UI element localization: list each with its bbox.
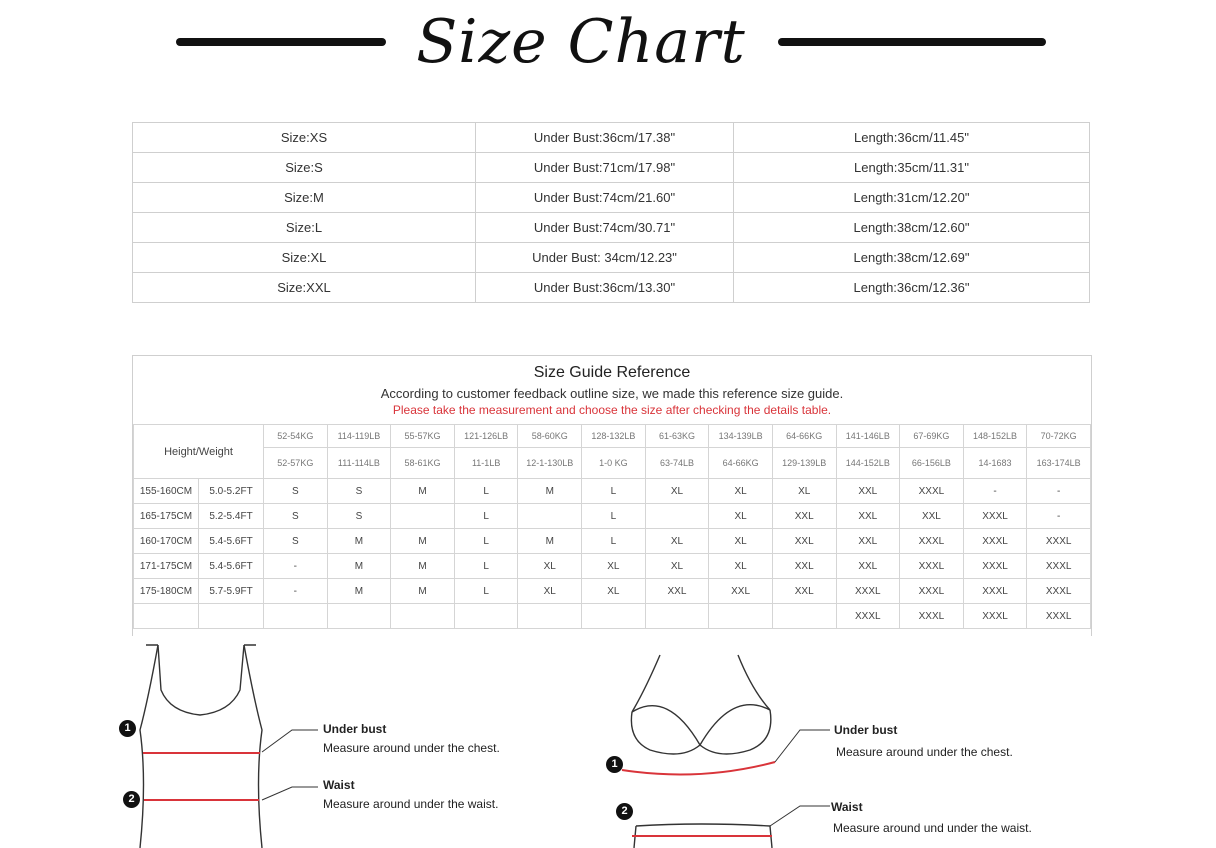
ref-size-cell: XXXL — [963, 604, 1027, 629]
ref-weight-header: 11-1LB — [454, 448, 518, 479]
ref-size-cell: S — [264, 529, 328, 554]
ref-size-cell: XL — [645, 479, 709, 504]
ref-size-cell: XXXL — [1027, 579, 1091, 604]
ref-size-cell: XXL — [836, 479, 900, 504]
under-bust-desc-left: Measure around under the chest. — [323, 741, 500, 755]
ref-weight-header: 129-139LB — [772, 448, 836, 479]
ref-size-cell: XXXL — [836, 604, 900, 629]
ref-size-cell: XL — [709, 479, 773, 504]
ref-size-cell: XXXL — [1027, 554, 1091, 579]
ref-size-cell: XXL — [772, 554, 836, 579]
size-cell: Size:XS — [133, 123, 476, 153]
ref-size-cell: L — [454, 554, 518, 579]
ref-feet-cell: 5.0-5.2FT — [199, 479, 264, 504]
ref-size-cell: XXL — [836, 554, 900, 579]
marker-1-left: 1 — [119, 720, 136, 737]
ref-size-cell: XL — [772, 479, 836, 504]
ref-col-header: 114-119LB — [327, 425, 391, 448]
ref-size-cell: L — [454, 579, 518, 604]
ref-weight-header: 144-152LB — [836, 448, 900, 479]
waist-desc-left: Measure around under the waist. — [323, 797, 499, 811]
ref-size-cell: XL — [518, 554, 582, 579]
under-bust-cell: Under Bust:36cm/13.30" — [476, 273, 734, 303]
under-bust-cell: Under Bust: 34cm/12.23" — [476, 243, 734, 273]
ref-size-cell: L — [454, 479, 518, 504]
ref-size-cell: XL — [518, 579, 582, 604]
ref-size-cell: XXL — [900, 504, 964, 529]
under-bust-cell: Under Bust:74cm/21.60" — [476, 183, 734, 213]
length-cell: Length:38cm/12.60" — [734, 213, 1090, 243]
ref-size-cell: L — [582, 504, 646, 529]
marker-2-right: 2 — [616, 803, 633, 820]
ref-size-cell: M — [518, 479, 582, 504]
ref-feet-cell: 5.2-5.4FT — [199, 504, 264, 529]
ref-size-cell: XXXL — [963, 529, 1027, 554]
ref-col-header: 67-69KG — [900, 425, 964, 448]
size-cell: Size:XXL — [133, 273, 476, 303]
ref-size-cell: S — [327, 504, 391, 529]
under-bust-line-right — [622, 762, 775, 775]
ref-col-header: 141-146LB — [836, 425, 900, 448]
guide-subtitle: According to customer feedback outline size, we made this reference size guide. — [380, 386, 844, 401]
ref-size-cell: XXL — [772, 529, 836, 554]
waist-desc-right: Measure around und under the waist. — [833, 821, 1032, 835]
ref-weight-header: 163-174LB — [1027, 448, 1091, 479]
ref-size-cell: XL — [645, 529, 709, 554]
ref-weight-header: 52-57KG — [264, 448, 328, 479]
size-cell: Size:L — [133, 213, 476, 243]
ref-weight-header: 111-114LB — [327, 448, 391, 479]
marker-1-right: 1 — [606, 756, 623, 773]
length-cell: Length:38cm/12.69" — [734, 243, 1090, 273]
ref-weight-header: 14-1683 — [963, 448, 1027, 479]
ref-weight-header: 1-0 KG — [582, 448, 646, 479]
ref-size-cell: XXL — [836, 529, 900, 554]
guide-title: Size Guide Reference — [533, 364, 691, 381]
ref-weight-header: 66-156LB — [900, 448, 964, 479]
ref-size-cell: XL — [645, 554, 709, 579]
ref-size-cell: XXXL — [900, 554, 964, 579]
ref-height-cell: 160-170CM — [134, 529, 199, 554]
ref-weight-header: 12-1-130LB — [518, 448, 582, 479]
ref-size-cell: S — [264, 504, 328, 529]
under-bust-cell: Under Bust:36cm/17.38" — [476, 123, 734, 153]
size-cell: Size:S — [133, 153, 476, 183]
size-cell: Size:M — [133, 183, 476, 213]
ref-size-cell: M — [391, 529, 455, 554]
height-weight-header: Height/Weight — [134, 425, 264, 479]
ref-feet-cell: 5.7-5.9FT — [199, 579, 264, 604]
ref-size-cell: XXXL — [963, 579, 1027, 604]
length-cell: Length:36cm/11.45" — [734, 123, 1090, 153]
ref-size-cell: M — [327, 529, 391, 554]
ref-size-cell: XXL — [645, 579, 709, 604]
ref-size-cell: S — [264, 479, 328, 504]
ref-size-cell: S — [327, 479, 391, 504]
ref-size-cell: M — [518, 529, 582, 554]
ref-col-header: 121-126LB — [454, 425, 518, 448]
ref-size-cell: XXL — [772, 504, 836, 529]
guide-note: Please take the measurement and choose the size after checking the details table. — [392, 403, 832, 417]
ref-size-cell: XL — [709, 529, 773, 554]
under-bust-desc-right: Measure around under the chest. — [836, 745, 1013, 759]
ref-weight-header: 64-66KG — [709, 448, 773, 479]
ref-col-header: 134-139LB — [709, 425, 773, 448]
ref-size-cell: XL — [582, 579, 646, 604]
marker-2-left: 2 — [123, 791, 140, 808]
waist-label-right: Waist — [831, 800, 863, 814]
ref-col-header: 52-54KG — [264, 425, 328, 448]
ref-col-header: 148-152LB — [963, 425, 1027, 448]
ref-size-cell: XXXL — [900, 479, 964, 504]
ref-size-cell: XXXL — [1027, 604, 1091, 629]
ref-size-cell: - — [1027, 479, 1091, 504]
length-cell: Length:36cm/12.36" — [734, 273, 1090, 303]
ref-size-cell: XXXL — [1027, 529, 1091, 554]
ref-col-header: 61-63KG — [645, 425, 709, 448]
ref-feet-cell: 5.4-5.6FT — [199, 529, 264, 554]
ref-size-cell: XXXL — [963, 504, 1027, 529]
ref-size-cell: XXXL — [963, 554, 1027, 579]
ref-height-cell: 171-175CM — [134, 554, 199, 579]
ref-size-cell: M — [327, 554, 391, 579]
ref-weight-header: 63-74LB — [645, 448, 709, 479]
ref-feet-cell: 5.4-5.6FT — [199, 554, 264, 579]
ref-weight-header: 58-61KG — [391, 448, 455, 479]
size-cell: Size:XL — [133, 243, 476, 273]
ref-size-cell: XL — [709, 554, 773, 579]
bra-icon — [631, 655, 770, 754]
ref-size-cell: XL — [709, 504, 773, 529]
ref-size-cell: M — [391, 479, 455, 504]
ref-size-cell: XXXL — [900, 529, 964, 554]
ref-height-cell: 175-180CM — [134, 579, 199, 604]
ref-size-cell: L — [582, 529, 646, 554]
page-title: Size Chart — [416, 7, 746, 77]
ref-size-cell: XXL — [709, 579, 773, 604]
length-cell: Length:35cm/11.31" — [734, 153, 1090, 183]
ref-size-cell: M — [327, 579, 391, 604]
under-bust-cell: Under Bust:71cm/17.98" — [476, 153, 734, 183]
ref-height-cell: 155-160CM — [134, 479, 199, 504]
ref-col-header: 58-60KG — [518, 425, 582, 448]
ref-col-header: 64-66KG — [772, 425, 836, 448]
ref-col-header: 55-57KG — [391, 425, 455, 448]
ref-size-cell: L — [582, 479, 646, 504]
tank-top-icon — [140, 645, 262, 848]
ref-size-cell: - — [963, 479, 1027, 504]
ref-size-cell: XXXL — [900, 579, 964, 604]
ref-size-cell: L — [454, 504, 518, 529]
under-bust-cell: Under Bust:74cm/30.71" — [476, 213, 734, 243]
under-bust-label-right: Under bust — [834, 723, 898, 737]
ref-size-cell: XXXL — [900, 604, 964, 629]
ref-col-header: 128-132LB — [582, 425, 646, 448]
ref-height-cell: 165-175CM — [134, 504, 199, 529]
ref-size-cell: M — [391, 579, 455, 604]
ref-size-cell: XXL — [836, 504, 900, 529]
ref-col-header: 70-72KG — [1027, 425, 1091, 448]
ref-size-cell: - — [1027, 504, 1091, 529]
ref-size-cell: - — [264, 554, 328, 579]
ref-size-cell: - — [264, 579, 328, 604]
ref-size-cell: XXL — [772, 579, 836, 604]
ref-size-cell: XXXL — [836, 579, 900, 604]
under-bust-label-left: Under bust — [323, 722, 387, 736]
waist-label-left: Waist — [323, 778, 355, 792]
ref-size-cell: L — [454, 529, 518, 554]
ref-size-cell: XL — [582, 554, 646, 579]
length-cell: Length:31cm/12.20" — [734, 183, 1090, 213]
ref-size-cell: M — [391, 554, 455, 579]
